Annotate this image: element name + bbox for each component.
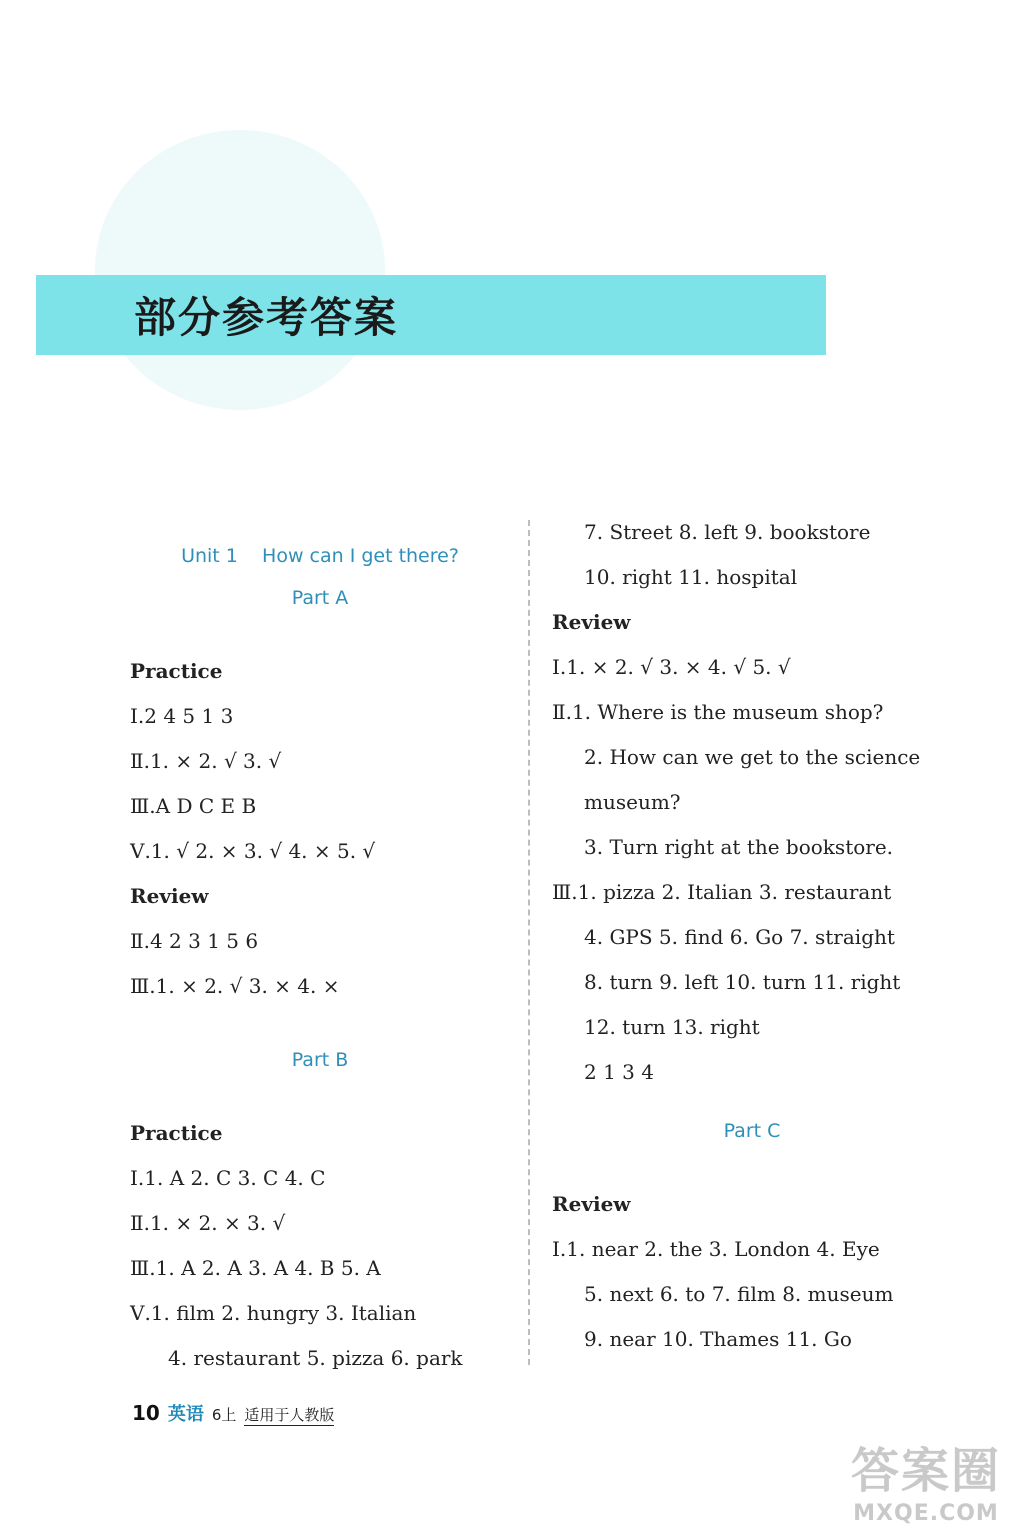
- answer-row: Ⅰ.1. near 2. the 3. London 4. Eye: [552, 1237, 880, 1261]
- answer-row: Ⅲ.1. A 2. A 3. A 4. B 5. A: [130, 1256, 381, 1280]
- right-column: [552, 510, 952, 1362]
- answer-row: Ⅴ.1. film 2. hungry 3. Italian: [130, 1301, 417, 1325]
- answer-row: Ⅱ.1. Where is the museum shop?: [552, 700, 884, 724]
- answer-row: museum?: [584, 790, 681, 814]
- edition-label: 适用于人教版: [244, 1406, 335, 1424]
- page-number: 10: [132, 1401, 160, 1425]
- part-a-title: Part A: [291, 587, 349, 609]
- answer-row: 4. GPS 5. find 6. Go 7. straight: [584, 925, 895, 949]
- answer-row: Ⅲ.1. × 2. √ 3. × 4. ×: [130, 974, 340, 998]
- answer-row: 12. turn 13. right: [584, 1015, 760, 1039]
- answer-row: Ⅴ.1. √ 2. × 3. √ 4. × 5. √: [130, 839, 376, 863]
- answer-row: 8. turn 9. left 10. turn 11. right: [584, 970, 901, 994]
- answer-row: Ⅰ.1. × 2. √ 3. × 4. √ 5. √: [552, 655, 791, 679]
- review-heading: Review: [552, 610, 631, 634]
- answer-row: Ⅲ.1. pizza 2. Italian 3. restaurant: [552, 880, 892, 904]
- page-title: 部分参考答案: [134, 293, 399, 342]
- answer-row: 7. Street 8. left 9. bookstore: [584, 520, 871, 544]
- part-c-title: Part C: [723, 1120, 781, 1142]
- subject-label: 英语: [167, 1404, 204, 1425]
- part-b-title: Part B: [291, 1049, 349, 1071]
- answer-row: Ⅲ.A D C E B: [130, 794, 257, 818]
- answer-row: 4. restaurant 5. pizza 6. park: [168, 1346, 463, 1370]
- practice-heading: Practice: [130, 1121, 223, 1145]
- answer-row: 5. next 6. to 7. film 8. museum: [584, 1282, 894, 1306]
- answer-row: Ⅰ.2 4 5 1 3: [130, 704, 234, 728]
- answer-row: 10. right 11. hospital: [584, 565, 798, 589]
- answer-row: Ⅰ.1. A 2. C 3. C 4. C: [130, 1166, 326, 1190]
- answer-row: 2. How can we get to the science: [584, 745, 921, 769]
- practice-heading: Practice: [130, 659, 223, 683]
- answer-row: Ⅱ.1. × 2. √ 3. √: [130, 749, 282, 773]
- column-divider: [528, 520, 530, 1365]
- watermark-logo: 答案圈: [850, 1443, 1001, 1499]
- left-column: [130, 545, 510, 1381]
- unit-title: Unit 1 How can I get there?: [181, 545, 459, 567]
- answer-row: 2 1 3 4: [584, 1060, 654, 1084]
- watermark: [851, 1432, 1001, 1526]
- grade-label: 6上: [211, 1406, 237, 1424]
- answer-row: Ⅱ.4 2 3 1 5 6: [130, 929, 259, 953]
- answer-row: 9. near 10. Thames 11. Go: [584, 1327, 852, 1351]
- answer-row: 3. Turn right at the bookstore.: [584, 835, 894, 859]
- answer-row: Ⅱ.1. × 2. × 3. √: [130, 1211, 286, 1235]
- review-heading: Review: [130, 884, 209, 908]
- decorative-circle: [95, 130, 385, 410]
- review-heading: Review: [552, 1192, 631, 1216]
- title-banner: [36, 275, 826, 355]
- watermark-url: MXQE.COM: [853, 1501, 999, 1526]
- page-footer: [132, 1400, 334, 1426]
